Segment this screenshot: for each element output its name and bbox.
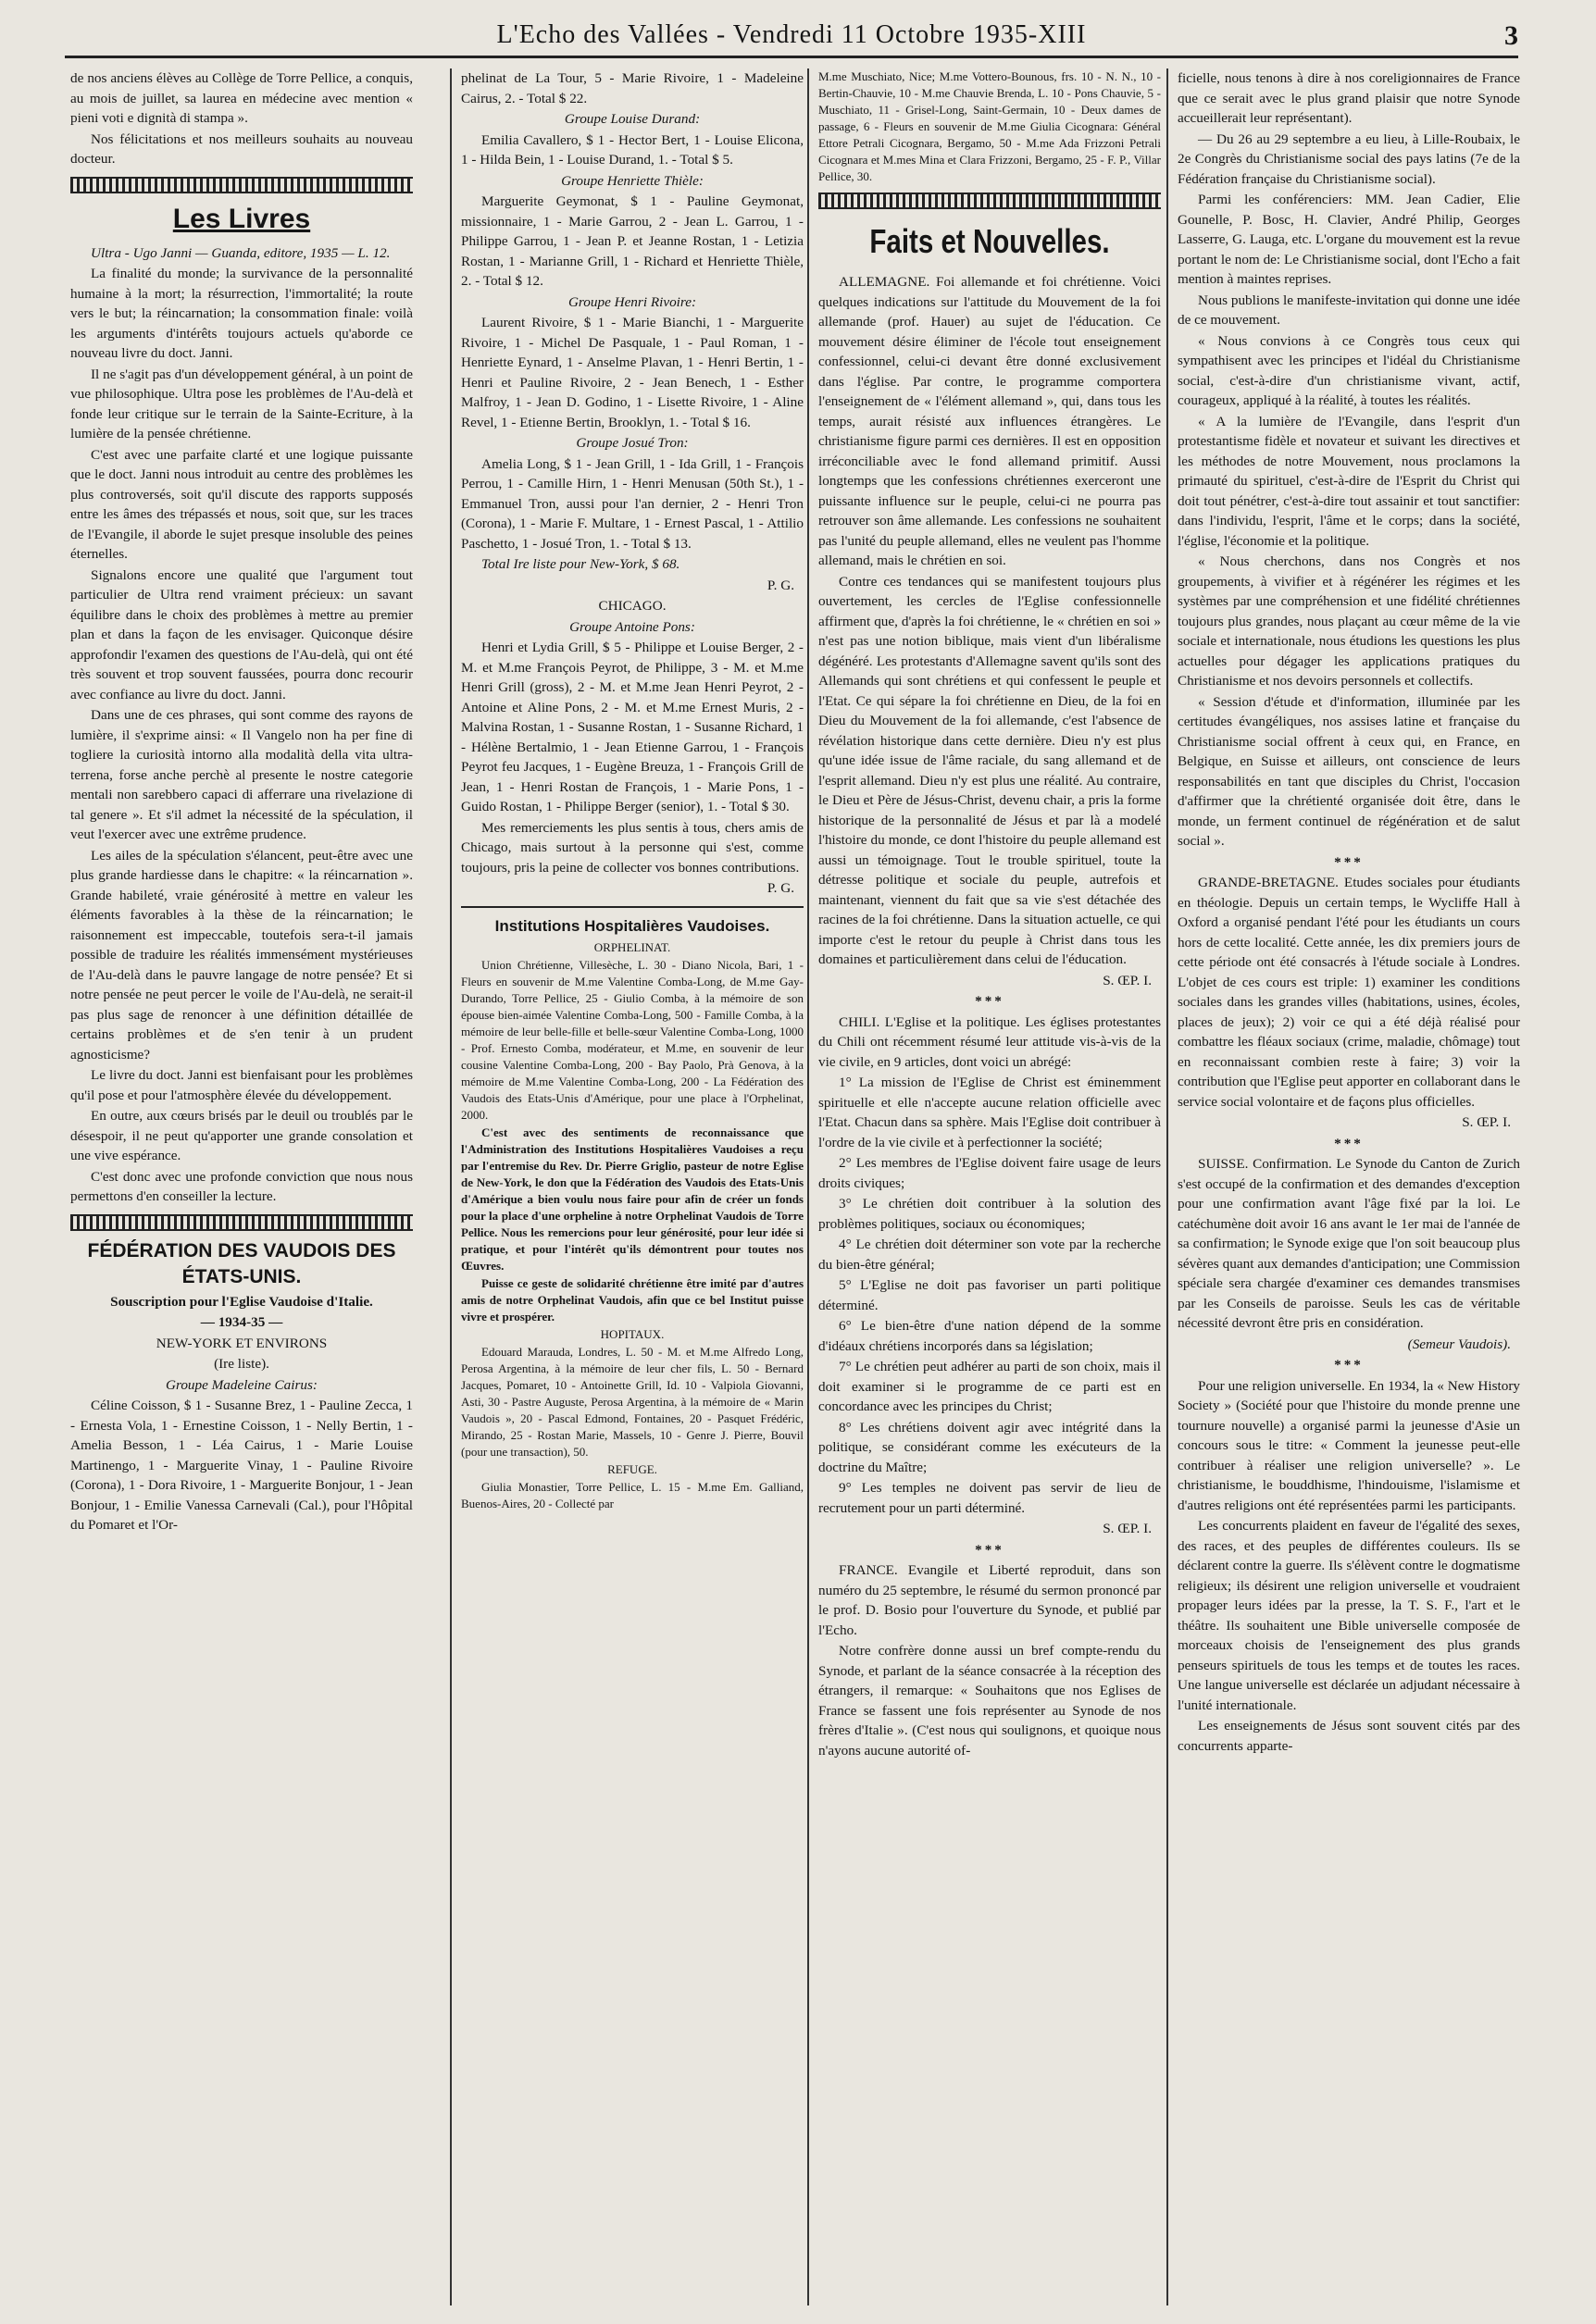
signature: S. ŒP. I. — [1103, 972, 1152, 988]
page-header — [65, 19, 1518, 58]
group-heading: Groupe Josué Tron: — [576, 435, 689, 451]
city-heading: NEW-YORK ET ENVIRONS — [156, 1335, 328, 1351]
donor-list: Céline Coisson, $ 1 - Susanne Brez, 1 - Pauline Zecca, 1 - Ernesta Vola, 1 - Ernestine Coisson, 1 - Nelly Bertin, 1 - Amelia Besson, 1 - Léa Cairus, 1 - Marie Louise Martinengo, 1 - Marguerite Vinay, 1 - Pauline Rivoire (Corona), 1 - Dora Rivoire, 1 - Marguerite Bonjour, 1 - Jean Bonjour, 1 - Emilie Vanessa Carnevali (Cal.), pour l'Hôpital du Pomaret et l'Or- — [70, 1398, 413, 1533]
signature: S. ŒP. I. — [1103, 1521, 1152, 1536]
group-heading: Groupe Antoine Pons: — [569, 618, 695, 635]
paragraph: SUISSE. Confirmation. Le Synode du Canton de Zurich s'est occupé de la confirmation et des demandes d'exception pour une confirmation avant l'âge fixé par la loi. Le catéchumène doit avoir 16 ans avant le 1er mai de l'année de sa confirmation; le Synode exige que l'on soit beaucoup plus sévères quant aux demandes d'anticipation; une Commission spéciale sera chargée d'examiner ces demandes transmises par les Conseils de paroisse. Seuls les cas de véritable nécessité devront être pris en considération. — [1178, 1156, 1520, 1331]
signature: P. G. — [767, 577, 794, 593]
article-item: 1° La mission de l'Eglise de Christ est éminemment spirituelle et elle n'accepte aucune relation officielle avec l'Etat. Chacun dans sa sphère. Mais l'Eglise doit contribuer à l'ordre de la vie civile et à perfectionner la société; — [818, 1075, 1161, 1150]
article-item: 7° Le chrétien peut adhérer au parti de son choix, mais il doit examiner si le programme de ce parti est en concordance avec les principes du Christ; — [818, 1359, 1161, 1414]
paragraph: Notre confrère donne aussi un bref compte-rendu du Synode, et parlant de la séance consacrée à la réception des étrangers, il remarque: « Souhaitons que nos Eglises de France se fassent une fois représenter au Synode de nos frères d'Italie ». (C'est nous qui soulignons, et quoique nous n'ayons aucune autorité of- — [818, 1643, 1161, 1759]
paragraph: Nous publions le manifeste-invitation qui donne une idée de ce mouvement. — [1178, 292, 1520, 328]
paragraph: Mes remerciements les plus sentis à tous, chers amis de Chicago, mais surtout à la personne qui s'est, comme toujours, pris la peine de collecter vos bonnes contributions. — [461, 819, 804, 876]
ornament-divider — [818, 193, 1161, 209]
paragraph: C'est donc avec une profonde conviction que nous nous permettons d'en conseiller la lecture. — [70, 1168, 413, 1204]
list-number: (Ire liste). — [214, 1356, 269, 1372]
section-title-livres: Les Livres — [172, 203, 311, 234]
separator-stars: *** — [1334, 853, 1364, 870]
paragraph: ALLEMAGNE. Foi allemande et foi chrétienne. Voici quelques indications sur l'attitude du Mouvement de la foi allemande (prof. Hauer) au sujet de l'éducation. Ce mouvement désire éliminer de l'école tout enseignement confessionnel, celui-ci devant être donné exclusivement dans l'église. Par contre, le programme comportera l'enseignement de « l'élément allemand », qui, dans tous les temps, aurait résisté aux influences étrangères. Le christianisme figure parmi ces dernières. Il est en opposition irréconciliable avec le fond allemand primitif. Aussi longtemps que les confessions chrétiennes exerceront une puissante influence sur le peuple, celui-ci ne pourra pas retrouver son âme allemande. Les confessions ne souhaitent pas l'unité du peuple allemand, elles ne veulent pas l'homme allemand, mais le chrétien en soi. — [818, 274, 1161, 568]
separator-stars: *** — [975, 993, 1004, 1009]
article-continuation: de nos anciens élèves au Collège de Torre Pellice, a conquis, au mois de juillet, sa laurea en médecine avec mention « pieni voti e dignità di stampa ». — [70, 70, 413, 126]
paragraph: — Du 26 au 29 septembre a eu lieu, à Lille-Roubaix, le 2e Congrès du Christianisme social des pays latins (7e de la Fédération française du Christianisme social). — [1178, 130, 1520, 187]
donor-list: Edouard Marauda, Londres, L. 50 - M. et M.me Alfredo Long, Perosa Argentina, à la mémoire de leur cher fils, L. 50 - Bernard Jacques, Pomaret, 10 - Antoinette Grill, Id. 10 - Valpiola Giovanni, Asti, 30 - Pastre Auguste, Perosa Argentina, à la mémoire de « Marin Vaudois », 20 - Pascal Edmond, Fontaines, 20 - Pasquet Frédéric, Mirando, 25 - Rostan Marie, Massels, 10 - Genre J. Pierre, Bouvil (pour une transaction), 50. — [461, 1344, 804, 1459]
section-title-federation: FÉDÉRATION DES VAUDOIS DES ÉTATS-UNIS. — [87, 1239, 396, 1287]
signature: (Semeur Vaudois). — [1407, 1336, 1511, 1352]
paragraph: Les concurrents plaident en faveur de l'égalité des sexes, des races, et des peuples de différentes couleurs. Ils se déclarent contre la guerre. Ils s'élèvent contre le dogmatisme religieux; ils désirent une religion universelle et voudraient propager leurs idées par la presse, la T. S. F., l'art et le théâtre. Ils souhaitent une Bible universelle composée de morceaux choisis de l'enseignement des plus grands penseurs spirituels de tous les temps et de toutes les races. Une langue universelle est déclarée un adjudant nécessaire à l'unité internationale. — [1178, 1518, 1520, 1713]
article-item: 5° L'Eglise ne doit pas favoriser un parti politique déterminé. — [818, 1277, 1161, 1313]
book-reference: Ultra - Ugo Janni — Guanda, editore, 1935 — L. 12. — [91, 244, 391, 261]
newspaper-title: L'Echo des Vallées - Vendredi 11 Octobre 1935-XIII — [496, 20, 1087, 49]
subheading: ORPHELINAT. — [593, 939, 671, 954]
donor-list: phelinat de La Tour, 5 - Marie Rivoire, 1 - Madeleine Cairus, 2. - Total $ 22. — [461, 70, 804, 106]
article-item: 3° Le chrétien doit contribuer à la solution des problèmes politiques, sociaux ou économiques; — [818, 1196, 1161, 1232]
paragraph: Le livre du doct. Janni est bienfaisant pour les problèmes qu'il pose et pour l'atmosphère élevée du développement. — [70, 1067, 413, 1103]
paragraph: Signalons encore une qualité que l'argument tout particulier de Ultra rend vraiment précieux: un savant équilibre dans le choix des problèmes à mettre au premier plan et dans la façon de les envisager. Quiconque désire approfondir l'examen des questions de l'Au-delà, qui ont été très souvent et trop souvent faussées, pourra donc recourir avec confiance au livre du doct. Janni. — [70, 566, 413, 702]
subscription-year: — 1934-35 — — [200, 1314, 283, 1330]
donor-list: Emilia Cavallero, $ 1 - Hector Bert, 1 - Louise Elicona, 1 - Hilda Bein, 1 - Louise Durand, 1. - Total $ 5. — [461, 131, 804, 168]
article-item: 8° Les chrétiens doivent agir avec intégrité dans la politique, se considérant comme les exécuteurs de la doctrine du Maître; — [818, 1419, 1161, 1475]
subscription-subtitle: Souscription pour l'Eglise Vaudoise d'Italie. — [110, 1293, 373, 1310]
paragraph: « Session d'étude et d'information, illuminée par les certitudes évangéliques, nos assises latine et française du Christianisme social offrent à ceux qui, en France, en Belgique, en Suisse et ailleurs, ont conscience de leurs responsabilités en tant que disciples du Christ, l'occasion d'affirmer que la chrétienté organisée doit être, dans le monde, un ferment continuel de régénération et de salut social ». — [1178, 693, 1520, 849]
donor-list: Henri et Lydia Grill, $ 5 - Philippe et Louise Berger, 2 - M. et M.me François Peyrot, de Philippe, 3 - M. et M.me Henri Grill (gross), 2 - M. et M.me Jean Henri Peyrot, 2 - Antoine et Aline Pons, 2 - M. et M.me Ernest Muris, 2 - Malvina Rostan, 1 - Susanne Rostan, 1 - Susanne Richard, 1 - Hélène Bertalmio, 1 - Jean Etienne Garrou, 1 - François Peyrot feu Jacques, 1 - Eugène Breuza, 1 - François Grill de Jean, 1 - Henri Rostan de François, 1 - Marie Pons, 1 - Guido Rostan, 1 - Philippe Berger (senior), 1. - Total $ 30. — [461, 640, 804, 814]
paragraph: « Nous convions à ce Congrès tous ceux qui sympathisent avec les principes et l'idéal du Christianisme social, c'est-à-dire d'un christianisme vivant, actif, courageux, appliqué à la réalité, à toutes les réalités. — [1178, 332, 1520, 408]
paragraph: En outre, aux cœurs brisés par le deuil ou troublés par le désespoir, il ne peut qu'apporter une grande consolation et une vive espérance. — [70, 1108, 413, 1163]
paragraph: Parmi les conférenciers: MM. Jean Cadier, Elie Gounelle, P. Bosc, H. Clavier, André Philip, Georges Lasserre, G. Lauga, etc. L'organe du mouvement est la revue portant le nom de: Le Christianisme social, dont l'Echo a fait mention à maintes reprises. — [1178, 192, 1520, 287]
paragraph: Puisse ce geste de solidarité chrétienne être imité par d'autres amis de notre Orphelinat Vaudois, afin que ce bel Institut puisse vivre et prospérer. — [461, 1275, 804, 1324]
column-2 — [461, 68, 804, 2305]
paragraph: Dans une de ces phrases, qui sont comme des rayons de lumière, il s'exprime ainsi: « Il Vangelo non ha per fine di togliere la curiosità intorno alla modalità della vita ultra-terrena, forse anche perchè al presente le nostre categorie mentali non sarebbero capaci di afferrare una rivelazione di tal genere ». Et s'il admet la nécessité de la spéculation, il veut l'exercer avec une extrême prudence. — [70, 707, 413, 842]
column-4 — [1178, 68, 1520, 2305]
column-rule — [807, 68, 809, 2305]
group-heading: Groupe Louise Durand: — [564, 111, 701, 127]
donor-list: Giulia Monastier, Torre Pellice, L. 15 - M.me Em. Galliand, Buenos-Aires, 20 - Collecté par — [461, 1479, 804, 1510]
paragraph: CHILI. L'Eglise et la politique. Les églises protestantes du Chili ont récemment résumé leur attitude vis-à-vis de la vie civile, en 9 articles, dont voici un abrégé: — [818, 1013, 1161, 1070]
total-line: Total Ire liste pour New-York, $ 68. — [481, 556, 680, 572]
paragraph: Contre ces tendances qui se manifestent toujours plus ouvertement, les cercles de l'Eglise confessionnelle affirment que, d'après la foi chrétienne, le « chrétien en soi » n'est pas une notion biblique, mais vient d'un libéralisme dégénéré. Les protestants d'Allemagne savent qu'ils sont des Allemands qui sont chrétiens et qui confessent le peuple et l'Etat. Ce qui sépare la foi chrétienne en Dieu, de la foi en Dieu du Mouvement de la foi allemande, c'est l'absence de révélation historique dans cette dernière. Dieu n'y est plus qu'une idée issue de l'âme raciale, du sang allemand et de l'esprit allemand. Dieu n'y est plus une réalité. Au contraire, le Dieu et Père de Jésus-Christ, devenu chair, a pris la forme historique de la personnalité de Jésus et par là a modelé l'histoire du monde, ce dont l'histoire du peuple allemand est aussi un témoignage. Tout le trouble spirituel, toute la détresse politique et sociale du peuple, autrefois et maintenant, viennent du fait que sa vie s'est détachée des racines de la foi chrétienne. Dans la situation actuelle, ce qui importe c'est le retour du peuple à Christ dans tous les domaines et particulièrement dans celui de l'éducation. — [818, 573, 1161, 967]
congratulations: Nos félicitations et nos meilleurs souhaits au nouveau docteur. — [70, 130, 413, 167]
paragraph: GRANDE-BRETAGNE. Etudes sociales pour étudiants en théologie. Depuis un certain temps, le Wycliffe Hall à Oxford a organisé pendant l'été pour les étudiants un cours hors de cette localité. Cette année, les dix premiers jours de cette période ont été consacrés à l'étude sociale à Londres. L'objet de ces cours est triple: 1) examiner les conditions sociales dans les grandes villes (habitations, usines, écoles, places de jeux); 2) voir ce qui a été déjà réalisé pour combattre les fléaux sociaux (crime, maladie, chômage) tout en reconnaissant combien reste à faire; 3) voir la contribution que l'Eglise peut apporter en collaborant dans le service social volontaire et de façons plus officielles. — [1178, 875, 1520, 1110]
column-3 — [818, 68, 1161, 2305]
paragraph: Les ailes de la spéculation s'élancent, peut-être avec une plus grande hardiesse dans le chapitre: « la réincarnation ». Grande habileté, vraie générosité à mettre en valeur les éléments favorables à la thèse de la réincarnation; le raisonnement est impeccable, toutefois sera-t-il jamais possible de traduire les réalités immensément mystérieuses de l'Au-delà dans le pauvre langage de notre pensée? Et si notre pensée ne peut percer le voile de l'Au-delà, ne serait-il pas plus sage de renoncer à une définition détaillée de certains problèmes et de s'en tenir à un prudent agnosticisme? — [70, 847, 413, 1063]
paragraph: C'est avec des sentiments de reconnaissance que l'Administration des Institutions Hospitalières Vaudoises a reçu par l'entremise du Rev. Dr. Pierre Griglio, pasteur de notre Eglise de New-York, le don que la Fédération des Vaudois des Etats-Unis d'Amérique a bien voulu nous faire pour afin de créer un fonds pour la place d'une orpheline à notre Orphelinat Vaudois de Torre Pellice. Nous les remercions pour leur générosité, pour leur idée si pratique, et pour l'intérêt qu'ils démontrent pour toutes nos Œuvres. — [461, 1125, 804, 1273]
page-number: 3 — [1504, 20, 1518, 51]
paragraph: C'est avec une parfaite clarté et une logique puissante que le doct. Janni nous introduit au centre des problèmes les plus controversés, soit qu'il discute des rapports supposés entre les âmes des trépassés et nous, soit que, sur les traces de l'Evangile, il aborde le sujet presque insoluble des peines éternelles. — [70, 446, 413, 562]
donor-list: M.me Muschiato, Nice; M.me Vottero-Bounous, frs. 10 - N. N., 10 - Bertin-Chauvie, 10 - M.me Chauvie Brenda, L. 10 - Pons Chauvie, 5 - Muschiato, 11 - Grisel-Long, Saint-Germain, 10 - Deux dames de passage, 6 - Fleurs en souvenir de M.me Giulia Cicognara: Général Ettore Petrali Cicognara, Bergamo, 50 - M.me Ada Frizzoni Petrali Cicognara et M.mes Mina et Clara Frizzoni, Bergamo, 25 - F. P., Villar Pellice, 30. — [818, 69, 1161, 183]
group-heading: Groupe Henriette Thièle: — [561, 172, 704, 189]
section-title-faits: Faits et Nouvelles. — [869, 222, 1110, 260]
paragraph: FRANCE. Evangile et Liberté reproduit, dans son numéro du 25 septembre, le résumé du sermon prononcé par le prof. D. Bosio pour l'ouverture du Synode, et publié par l'Echo. — [818, 1562, 1161, 1638]
ornament-divider — [70, 177, 413, 193]
signature: P. G. — [767, 880, 794, 896]
column-rule — [450, 68, 452, 2305]
paragraph: « A la lumière de l'Evangile, dans l'esprit d'un protestantisme fidèle et novateur et suivant les directives et les méthodes de notre Mouvement, nous proclamons la primauté du spirituel, c'est-à-dire de l'Esprit du Christ qui doit tout pénétrer, c'est-à-dire tout assainir et tout sanctifier: dans l'individu, l'esprit, l'âme et le corps; dans la société, l'église, l'économie et la politique. — [1178, 413, 1520, 549]
paragraph: « Nous cherchons, dans nos Congrès et nos groupements, à vivifier et à régénérer les régimes et les systèmes par une compréhension et une fidélité chrétiennes toujours plus grandes, nous plaçant au cœur même de la vie sociale et internationale, nous étudions les questions les plus actuelles pour dégager les applications pratiques du Christianisme et nos devoirs personnels et collectifs. — [1178, 553, 1520, 689]
article-item: 2° Les membres de l'Eglise doivent faire usage de leurs droits civiques; — [818, 1155, 1161, 1191]
article-item: 6° Le bien-être d'une nation dépend de la somme d'idéaux chrétiens incorporés dans sa législation; — [818, 1318, 1161, 1354]
donor-list: Amelia Long, $ 1 - Jean Grill, 1 - Ida Grill, 1 - François Perrou, 1 - Camille Hirn, 1 - Henri Menusan (50th St.), 1 - Emmanuel Tron, aussi pour l'an dernier, 2 - Henri Tron (Corona), 1 - Marie F. Multare, 1 - Ernest Pascal, 1 - Attilio Paschetto, 1 - Josué Tron, 1. - Total $ 13. — [461, 455, 804, 552]
subheading: REFUGE. — [607, 1461, 657, 1476]
ornament-divider — [70, 1214, 413, 1231]
separator-stars: *** — [1334, 1357, 1364, 1373]
subheading: HOPITAUX. — [600, 1326, 665, 1341]
paragraph: Les enseignements de Jésus sont souvent cités par des concurrents apparte- — [1178, 1718, 1520, 1754]
article-item: 9° Les temples ne doivent pas servir de lieu de recrutement pour un parti déterminé. — [818, 1480, 1161, 1516]
separator-stars: *** — [975, 1541, 1004, 1558]
column-1 — [70, 68, 413, 2305]
separator-stars: *** — [1334, 1135, 1364, 1151]
rule — [461, 906, 804, 908]
article-item: 4° Le chrétien doit déterminer son vote par la recherche du bien-être général; — [818, 1237, 1161, 1273]
group-heading: Groupe Henri Rivoire: — [567, 293, 697, 310]
section-title-institutions: Institutions Hospitalières Vaudoises. — [494, 916, 770, 935]
donor-list: Marguerite Geymonat, $ 1 - Pauline Geymonat, missionnaire, 1 - Marie Garrou, 2 - Jean L. Garrou, 1 - Philippe Garrou, 1 - Jean P. et Jeanne Rostan, 1 - Letizia Rostan, 1 - Marianne Grill, 1 - Richard et Henriette Thièle, 2. - Total $ 12. — [461, 193, 804, 289]
paragraph: Il ne s'agit pas d'un développement général, à un point de vue philosophique. Ultra pose les problèmes de l'Au-delà et fonde leur critique sur le terrain de la Sainte-Ecriture, à la lumière de la pensée chrétienne. — [70, 366, 413, 441]
column-rule — [1166, 68, 1168, 2305]
city-heading: CHICAGO. — [598, 598, 667, 614]
signature: S. ŒP. I. — [1462, 1114, 1511, 1130]
paragraph: La finalité du monde; la survivance de la personnalité humaine à la mort; la résurrection, l'immortalité; la route vers le but; la réincarnation; la consommation finale: voilà les arguments d'intérêts toujours actuels qu'aborde ce nouveau livre du doct. Janni. — [70, 266, 413, 361]
donor-list: Union Chrétienne, Villesèche, L. 30 - Diano Nicola, Bari, 1 - Fleurs en souvenir de M.me Valentine Comba-Long, de M.me Gay-Durando, Torre Pellice, 25 - Giulio Comba, à la mémoire de son épouse bien-aimée Valentine Comba-Long, 500 - Famille Comba, à la mémoire de leur belle-fille et belle-sœur Valentine Comba-Long, 1000 - Prof. Ernesto Comba, modérateur, et M.me, en souvenir de leur cousine Valentine Comba-Long, 200 - Bay Paolo, Prà Genova, à la mémoire de M.me Valentine Comba-Long, 200 - La Fédération des Vaudois des Etats-Unis d'Amérique, pour une place à l'Orphelinat, 2000. — [461, 957, 804, 1122]
article-continuation: ficielle, nous tenons à dire à nos coreligionnaires de France que ce serait avec le plus grand plaisir que notre Synode accueillerait leur représentant). — [1178, 70, 1520, 126]
donor-list: Laurent Rivoire, $ 1 - Marie Bianchi, 1 - Marguerite Rivoire, 1 - Michel De Pasquale, 1 - Paul Roman, 1 - Henriette Eynard, 1 - Anselme Plavan, 1 - Henri Bertin, 1 - Henri et Pauline Rivoire, 2 - Jean Benech, 1 - Esther Malfroy, 1 - Jean D. Godino, 1 - Lisette Rivoire, 1 - Aline Revel, 1 - Etienne Bertin, Brooklyn, 1. - Total $ 16. — [461, 315, 804, 430]
paragraph: Pour une religion universelle. En 1934, la « New History Society » (Société pour que l'histoire du monde prenne une tournure nouvelle) a organisé parmi la jeunesse d'Asie un concours sous le titre: « Comment la jeunesse peut-elle contribuer à réaliser une religion universelle? ». Le christianisme, le bouddhisme, l'hindouisme, l'islamisme et d'autres religions ont été représentées parmi les participants. — [1178, 1377, 1520, 1513]
group-heading: Groupe Madeleine Cairus: — [166, 1376, 318, 1393]
